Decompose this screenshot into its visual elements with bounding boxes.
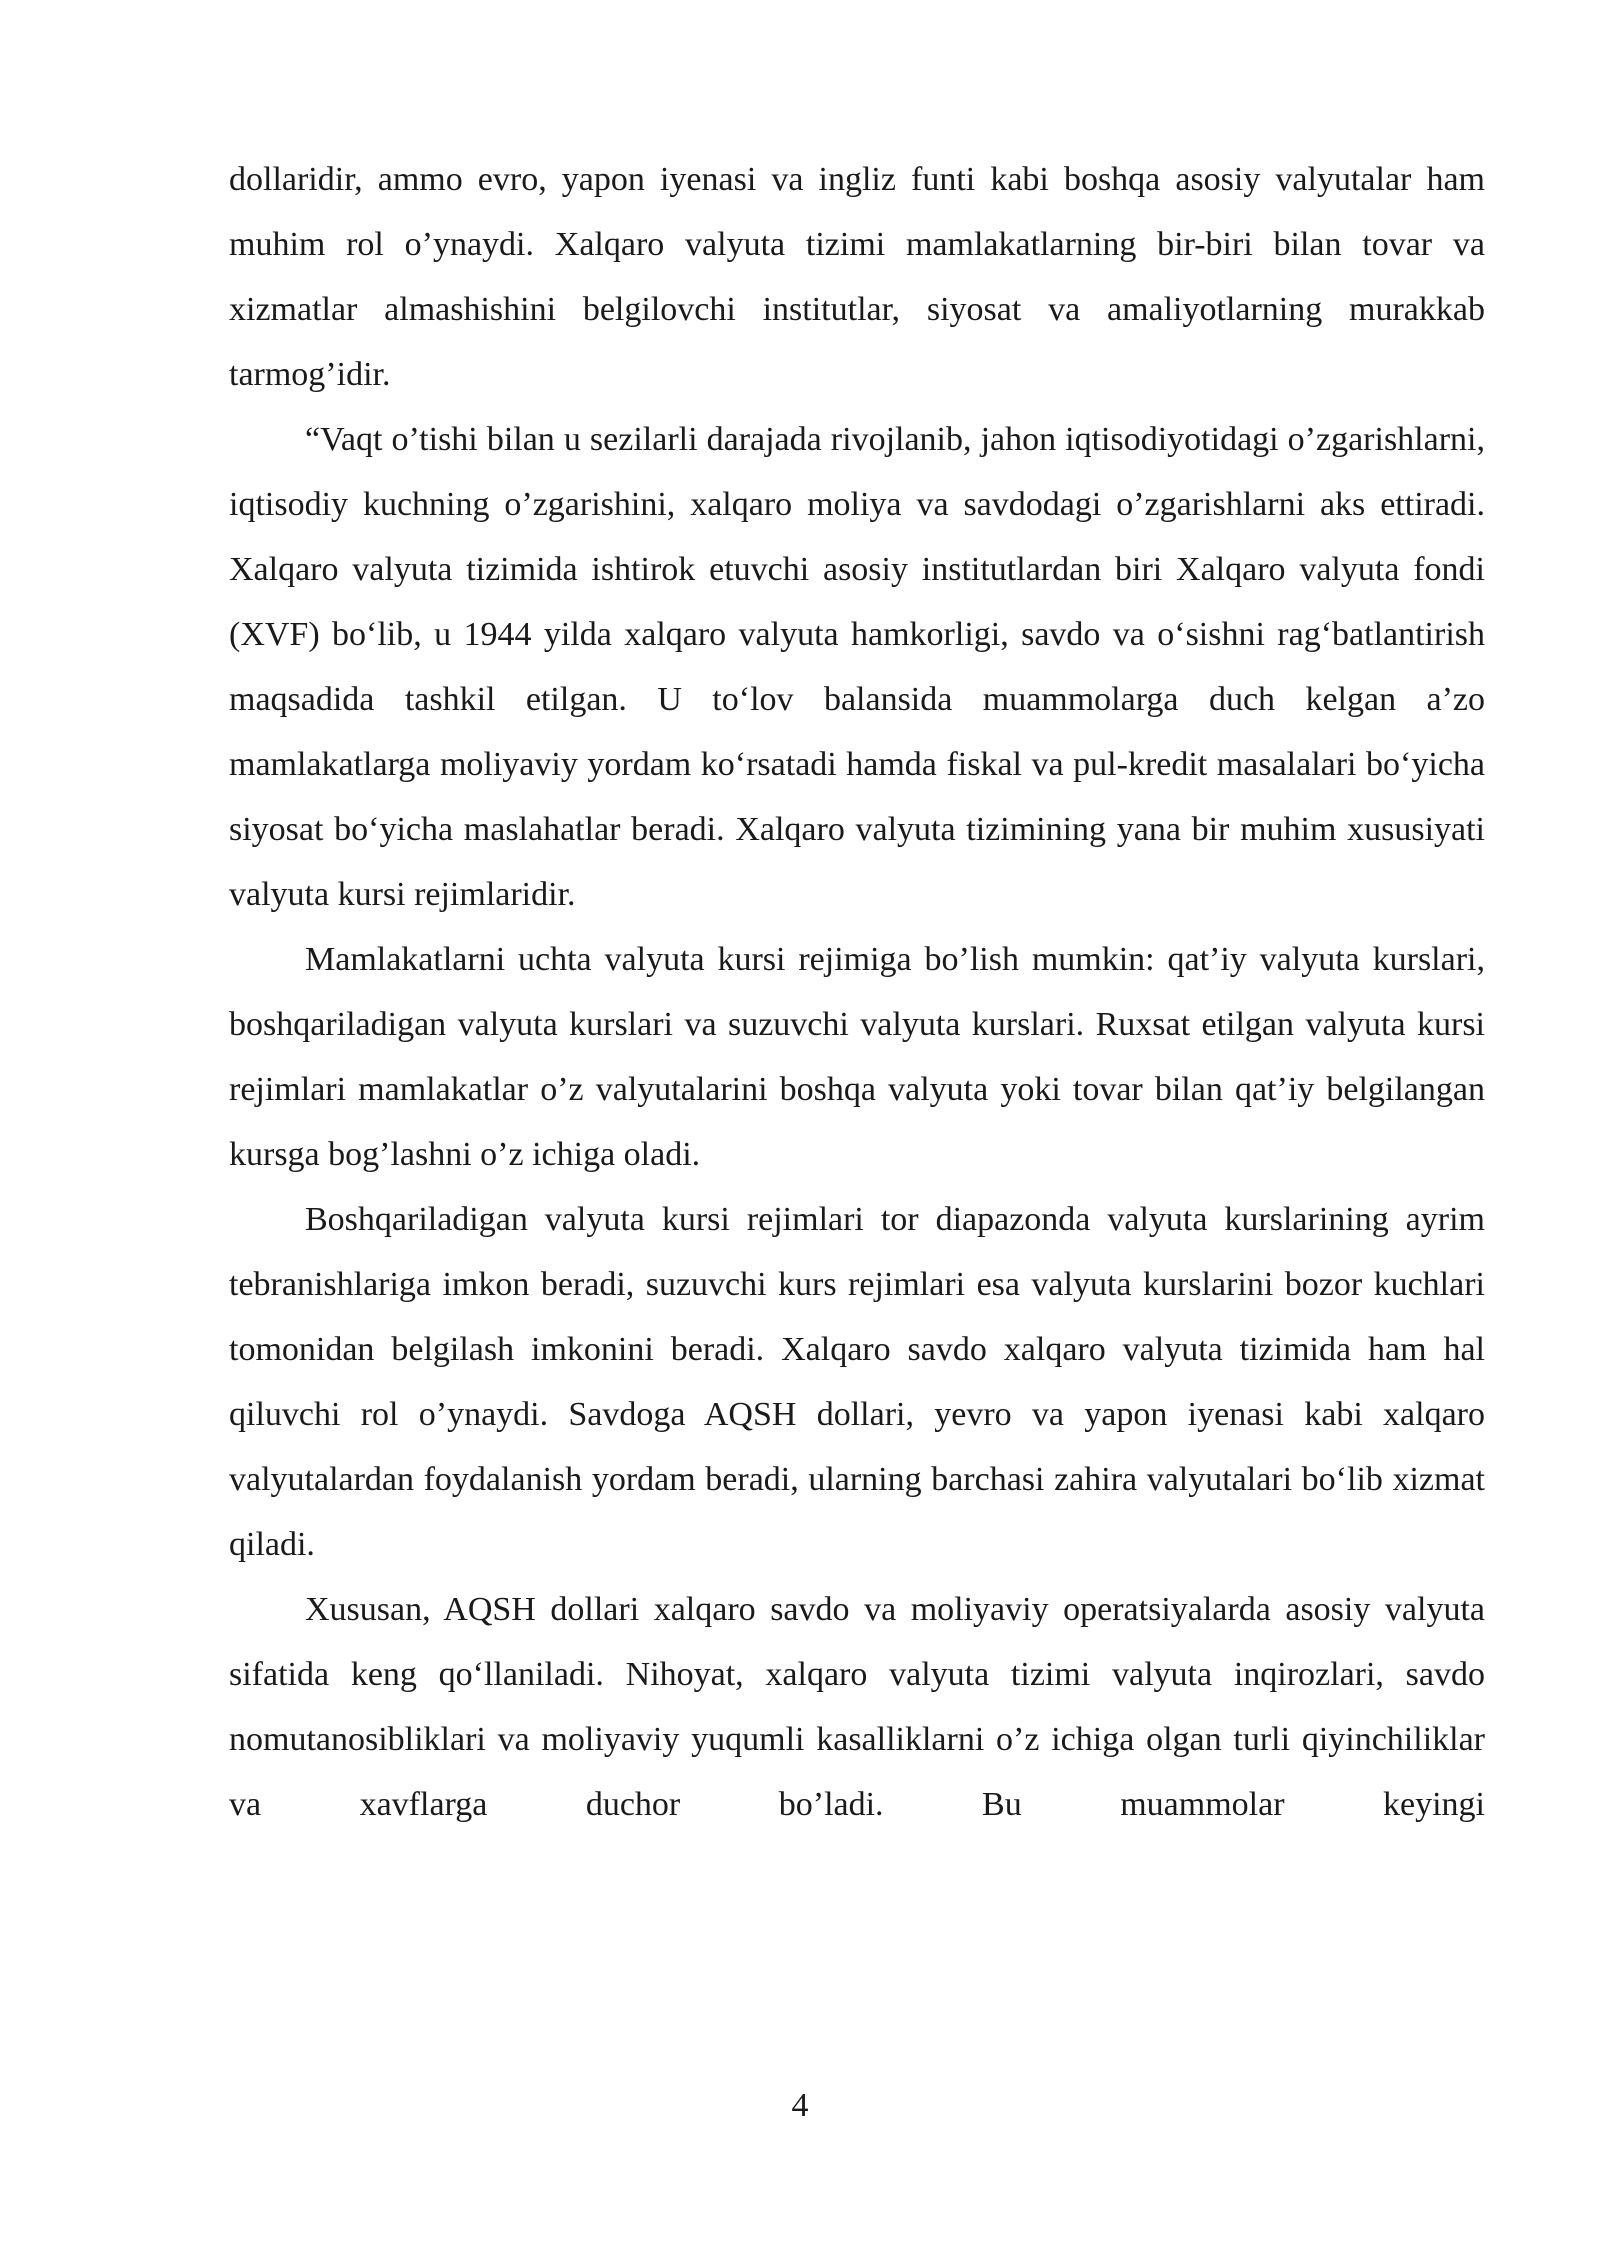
- paragraph-managed-rates: Boshqariladigan valyuta kursi rejimlari tor diapazonda valyuta kurslarining ayrim tebranishlariga imkon beradi, suzuvchi kurs rejimlari esa valyuta kurslarini bozor kuchlari tomonidan belgilash imkonini beradi. Xalqaro savdo xalqaro valyuta tizimida ham hal qiluvchi rol o’ynaydi. Savdoga AQSH dollari, yevro va yapon iyenasi kabi xalqaro valyutalardan foydalanish yordam beradi, ularning barchasi zahira valyutalari bo‘lib xizmat qiladi.: [229, 1201, 1485, 1563]
- paragraph-continuation: dollaridir, ammo evro, yapon iyenasi va ingliz funti kabi boshqa asosiy valyutalar ham muhim rol o’ynaydi. Xalqaro valyuta tizimi mamlakatlarning bir-biri bilan tovar va xizmatlar almashishini belgilovchi institutlar, siyosat va amaliyotlarning murakkab tarmog’idir.: [229, 161, 1485, 393]
- page-number: 4: [791, 2087, 809, 2124]
- paragraph-imf: “Vaqt o’tishi bilan u sezilarli darajada rivojlanib, jahon iqtisodiyotidagi o’zgarishlarni, iqtisodiy kuchning o’zgarishini, xalqaro moliya va savdodagi o’zgarishlarni aks ettiradi. Xalqaro valyuta tizimida ishtirok etuvchi asosiy institutlardan biri Xalqaro valyuta fondi (XVF) bo‘lib, u 1944 yilda xalqaro valyuta hamkorligi, savdo va o‘sishni rag‘batlantirish maqsadida tashkil etilgan. U to‘lov balansida muammolarga duch kelgan a’zo mamlakatlarga moliyaviy yordam ko‘rsatadi hamda fiskal va pul-kredit masalalari bo‘yicha siyosat bo‘yicha maslahatlar beradi. Xalqaro valyuta tizimining yana bir muhim xususiyati valyuta kursi rejimlaridir.: [229, 421, 1485, 913]
- body-text: [229, 147, 1485, 1837]
- paragraph-exchange-regimes: Mamlakatlarni uchta valyuta kursi rejimiga bo’lish mumkin: qat’iy valyuta kurslari, boshqariladigan valyuta kurslari va suzuvchi valyuta kurslari. Ruxsat etilgan valyuta kursi rejimlari mamlakatlar o’z valyutalarini boshqa valyuta yoki tovar bilan qat’iy belgilangan kursga bog’lashni o’z ichiga oladi.: [229, 941, 1485, 1173]
- paragraph-usd: Xususan, AQSH dollari xalqaro savdo va moliyaviy operatsiyalarda asosiy valyuta sifatida keng qo‘llaniladi. Nihoyat, xalqaro valyuta tizimi valyuta inqirozlari, savdo nomutanosibliklari va moliyaviy yuqumli kasalliklarni o’z ichiga olgan turli qiyinchiliklar va xavflarga duchor bo’ladi. Bu muammolar keyingi: [229, 1591, 1485, 1823]
